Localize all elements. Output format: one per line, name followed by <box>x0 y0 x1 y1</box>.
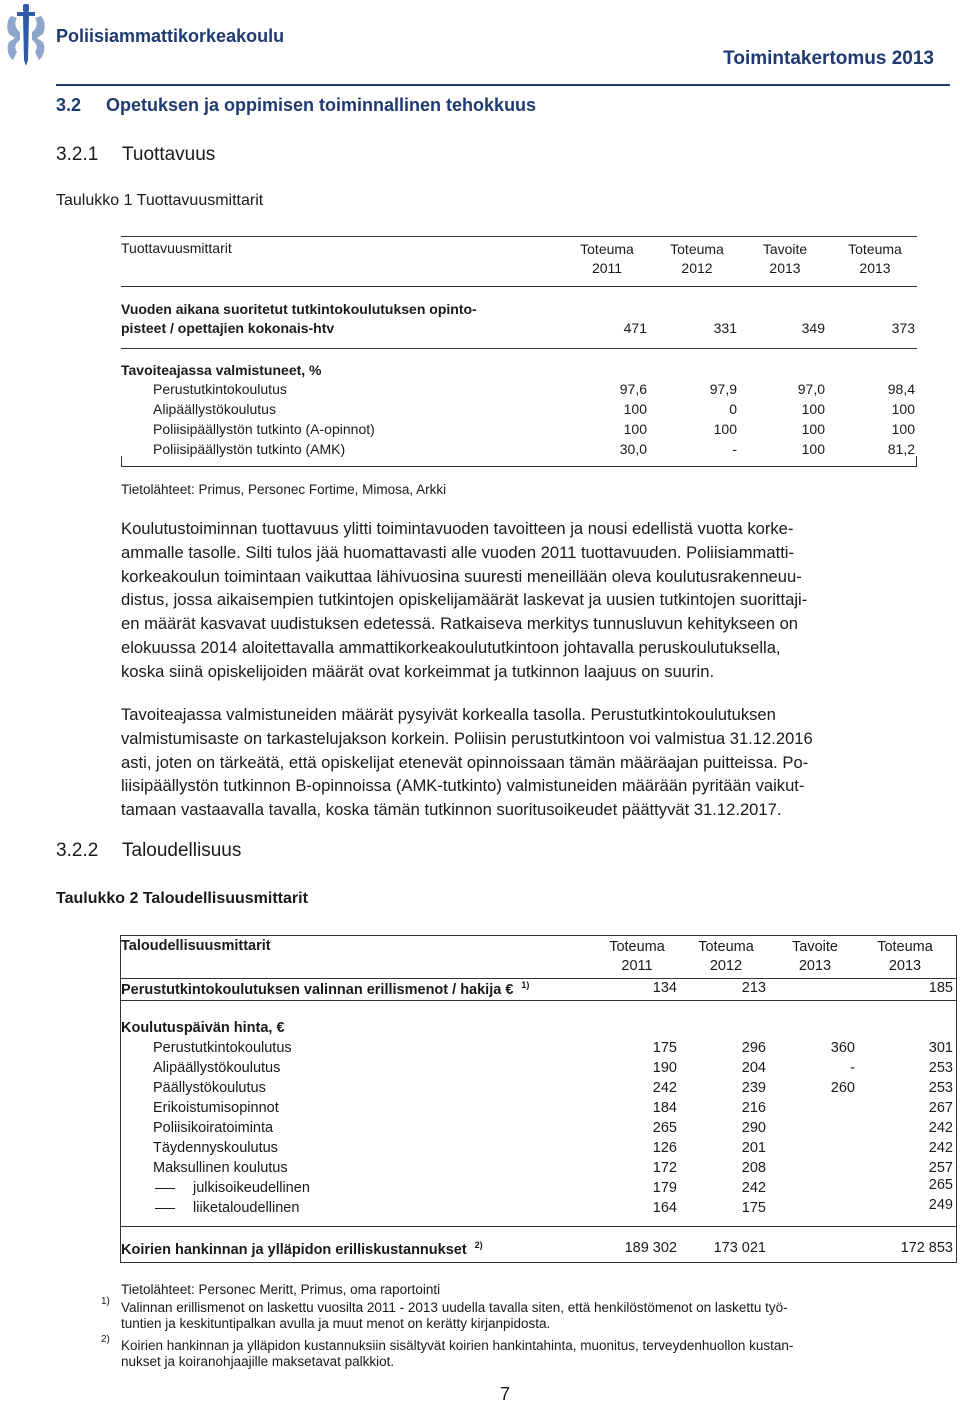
police-sword-emblem-icon <box>3 2 49 68</box>
row-label: Perustutkintokoulutus <box>153 381 287 397</box>
table-cell: 208 <box>741 1160 766 1176</box>
table-rule <box>121 286 917 287</box>
table-rule <box>120 1226 956 1227</box>
table-cell: 242 <box>928 1140 953 1156</box>
table-cell: 179 <box>652 1180 677 1196</box>
dash-icon <box>155 1188 175 1189</box>
table-rule <box>956 935 957 1263</box>
footnote-1: 1) Valinnan erillismenot on laskettu vuosilta 2011 - 2013 uudella tavalla siten, että henkilöstömenot on laskettu työ- tuntien ja keskituntipalkan avulla ja muut menot on kerätty kirjanpidosta. <box>101 1296 788 1331</box>
table-cell: 81,2 <box>887 441 915 457</box>
section-heading <box>56 95 536 116</box>
table-cell: 0 <box>729 401 737 417</box>
row-label: Päällystökoulutus <box>153 1080 266 1096</box>
row-label: Poliisikoiratoiminta <box>153 1120 274 1136</box>
table-cell: 172 <box>652 1160 677 1176</box>
table-cell: 30,0 <box>619 441 647 457</box>
row-label: Perustutkintokoulutuksen valinnan erillismenot / hakija € $^{1)}$ <box>121 980 530 998</box>
table-cell: 189 302 <box>624 1240 677 1256</box>
row-label: Alipäällystökoulutus <box>153 401 276 417</box>
row-label: Koirien hankinnan ja ylläpidon erilliskustannukset $^{2)}$ <box>121 1240 483 1258</box>
table-cell: 373 <box>891 320 915 336</box>
table-rule <box>120 978 956 979</box>
row-label: liiketaloudellinen <box>155 1200 299 1216</box>
table-cell: 260 <box>830 1080 855 1096</box>
table-cell: 331 <box>713 320 737 336</box>
subsection-number: 3.2.1 <box>56 144 99 165</box>
row-label: Vuoden aikana suoritetut tutkintokoulutuksen opinto- pisteet / opettajien kokonais-htv <box>121 301 477 336</box>
table-rule <box>120 935 956 936</box>
table-cell: 100 <box>801 421 825 437</box>
table-cell: 249 <box>928 1197 953 1213</box>
page-number: 7 <box>500 1384 511 1404</box>
table-cell: 126 <box>652 1140 677 1156</box>
column-header: Toteuma 2011 <box>580 241 634 276</box>
row-label: julkisoikeudellinen <box>155 1180 310 1196</box>
table-rule <box>120 1262 956 1263</box>
table-cell: 267 <box>928 1100 953 1116</box>
column-header: Toteuma 2011 <box>609 939 665 974</box>
table-rule <box>121 456 122 466</box>
section-title: Opetuksen ja oppimisen toiminnallinen tehokkuus <box>106 95 537 115</box>
table1-source: Tietolähteet: Primus, Personec Fortime, Mimosa, Arkki <box>121 482 447 497</box>
table-cell: 471 <box>623 320 647 336</box>
subsection-heading-productivity <box>56 144 215 166</box>
table-cell: 242 <box>741 1180 766 1196</box>
table-cell: 97,0 <box>797 381 825 397</box>
table-cell: 175 <box>741 1200 766 1216</box>
table-cell: 100 <box>623 401 647 417</box>
table-cell: 100 <box>801 441 825 457</box>
paragraph-graduation: Tavoiteajassa valmistuneiden määrät pysyivät korkealla tasolla. Perustutkintokoulutuksen valmistumisaste on tarkastelujakson korkein. Poliisin perustutkintoon voi valmistua 31.12.2016 asti, joten on tärkeätä, että opiskelijat etenevät opinnoissaan tämän määräajan puitteissa. Po- liisipäällystön tutkinnon B-opinnoissa (AMK-tutkinto) valmistuneiden määrään pyritään vaikut- tamaan vastaavalla tavalla, koska tämän tutkinnon suoritusoikeudet päättyvät 31.12.2017. <box>121 705 813 820</box>
subsection-title: Tuottavuus <box>122 144 216 165</box>
table-cell: 253 <box>928 1060 953 1076</box>
group-label: Tavoiteajassa valmistuneet, % <box>121 362 322 378</box>
table-cell: 175 <box>652 1040 677 1056</box>
productivity-table <box>121 238 917 508</box>
table-cell: 100 <box>713 421 737 437</box>
table-cell: 98,4 <box>887 381 915 397</box>
table-cell: 257 <box>928 1160 953 1176</box>
table-cell: - <box>732 441 737 457</box>
table2-caption: Taulukko 2 Taloudellisuusmittarit <box>56 890 308 907</box>
table-cell: 213 <box>741 980 766 996</box>
table-cell: 216 <box>741 1100 766 1116</box>
subsection-title: Taloudellisuus <box>122 840 242 861</box>
table-rule <box>121 466 917 467</box>
column-header: Toteuma 2012 <box>670 241 724 276</box>
table-cell: 296 <box>741 1040 766 1056</box>
table-cell: 190 <box>652 1060 677 1076</box>
table-cell: 100 <box>891 421 915 437</box>
row-label: Perustutkintokoulutus <box>153 1040 292 1056</box>
table-header-row <box>121 240 917 280</box>
table-cell: 97,9 <box>709 381 737 397</box>
column-header: Tavoite 2013 <box>792 939 838 974</box>
table-cell: 185 <box>928 980 953 996</box>
table-cell: 253 <box>928 1080 953 1096</box>
table-cell: 239 <box>741 1080 766 1096</box>
subsection-heading-economy <box>56 840 241 862</box>
table-header-label: Tuottavuusmittarit <box>121 240 232 256</box>
row-label: Poliisipäällystön tutkinto (AMK) <box>153 441 346 457</box>
table-cell: 349 <box>801 320 825 336</box>
footnote-2: 2) Koirien hankinnan ja ylläpidon kustannuksiin sisältyvät koirien hankintahinta, muonitus, terveydenhuollon kustan- nukset ja koiranohjaajille maksetavat palkkiot. <box>101 1334 794 1369</box>
table1-caption: Taulukko 1 Tuottavuusmittarit <box>56 192 264 209</box>
row-label: Erikoistumisopinnot <box>153 1100 279 1116</box>
row-label: Alipäällystökoulutus <box>153 1060 281 1076</box>
table-cell: 164 <box>652 1200 677 1216</box>
row-label: Poliisipäällystön tutkinto (A-opinnot) <box>153 421 375 437</box>
economy-table <box>121 936 953 1276</box>
table-rule <box>916 456 917 466</box>
column-header: Tavoite 2013 <box>762 241 808 276</box>
table-cell: 204 <box>741 1060 766 1076</box>
table-cell: 100 <box>623 421 647 437</box>
table2-source: Tietolähteet: Personec Meritt, Primus, oma raportointi <box>121 1282 441 1297</box>
table-row <box>121 300 917 340</box>
column-header: Toteuma 2012 <box>698 939 754 974</box>
table-cell: 97,6 <box>619 381 647 397</box>
table-cell: 265 <box>928 1177 953 1193</box>
table-cell: 301 <box>928 1040 953 1056</box>
table-rule <box>120 1000 956 1001</box>
table-cell: 172 853 <box>900 1240 953 1256</box>
table-cell: 134 <box>652 980 677 996</box>
section-number: 3.2 <box>56 95 82 115</box>
table-header-label: Taloudellisuusmittarit <box>121 938 271 954</box>
subsection-number: 3.2.2 <box>56 840 99 861</box>
organization-name: Poliisiammattikorkeakoulu <box>56 26 285 46</box>
report-title: Toimintakertomus 2013 <box>723 48 934 69</box>
table-cell: - <box>850 1060 855 1076</box>
table-rule <box>121 348 917 349</box>
header-divider <box>56 84 950 86</box>
row-label: Maksullinen koulutus <box>153 1160 288 1176</box>
group-label: Koulutuspäivän hinta, € <box>121 1020 285 1036</box>
table-cell: 290 <box>741 1120 766 1136</box>
row-label: Täydennyskoulutus <box>153 1140 278 1156</box>
table-cell: 173 021 <box>713 1240 766 1256</box>
table-cell: 360 <box>830 1040 855 1056</box>
table-cell: 100 <box>801 401 825 417</box>
column-header: Toteuma 2013 <box>877 939 933 974</box>
table-cell: 100 <box>891 401 915 417</box>
table-cell: 242 <box>928 1120 953 1136</box>
paragraph-productivity: Koulutustoiminnan tuottavuus ylitti toimintavuoden tavoitteen ja nousi edellistä vuotta korke- ammalle tasolle. Silti tulos jää huomattavasti alle vuoden 2011 tuottavuuden. Poliisiammatti- korkeakoulun toimintaan vaikuttaa lähivuosina suuresti meneillään oleva koulutusrakenneuu- distus, jossa aikaisempien tutkintojen opiskelijamäärät laskevat ja uusien tutkintojen suorittaji- en määrät kasvavat uudistuksen edetessä. Ratkaiseva merkitys tunnusluvun kehitykseen on elokuussa 2014 aloitettavalla ammattikorkeakoulututkintoon johtavalla peruskoulutuksella, koska siinä opiskelijoiden määrät ovat korkeimmat ja tutkinnon laajuus on suurin. <box>121 519 808 681</box>
table-cell: 184 <box>652 1100 677 1116</box>
dash-icon <box>155 1208 175 1209</box>
table-cell: 265 <box>652 1120 677 1136</box>
column-header: Toteuma 2013 <box>848 241 902 276</box>
table-rule <box>121 236 917 237</box>
table-cell: 201 <box>741 1140 766 1156</box>
table-cell: 242 <box>652 1080 677 1096</box>
table-rule <box>120 935 121 1263</box>
